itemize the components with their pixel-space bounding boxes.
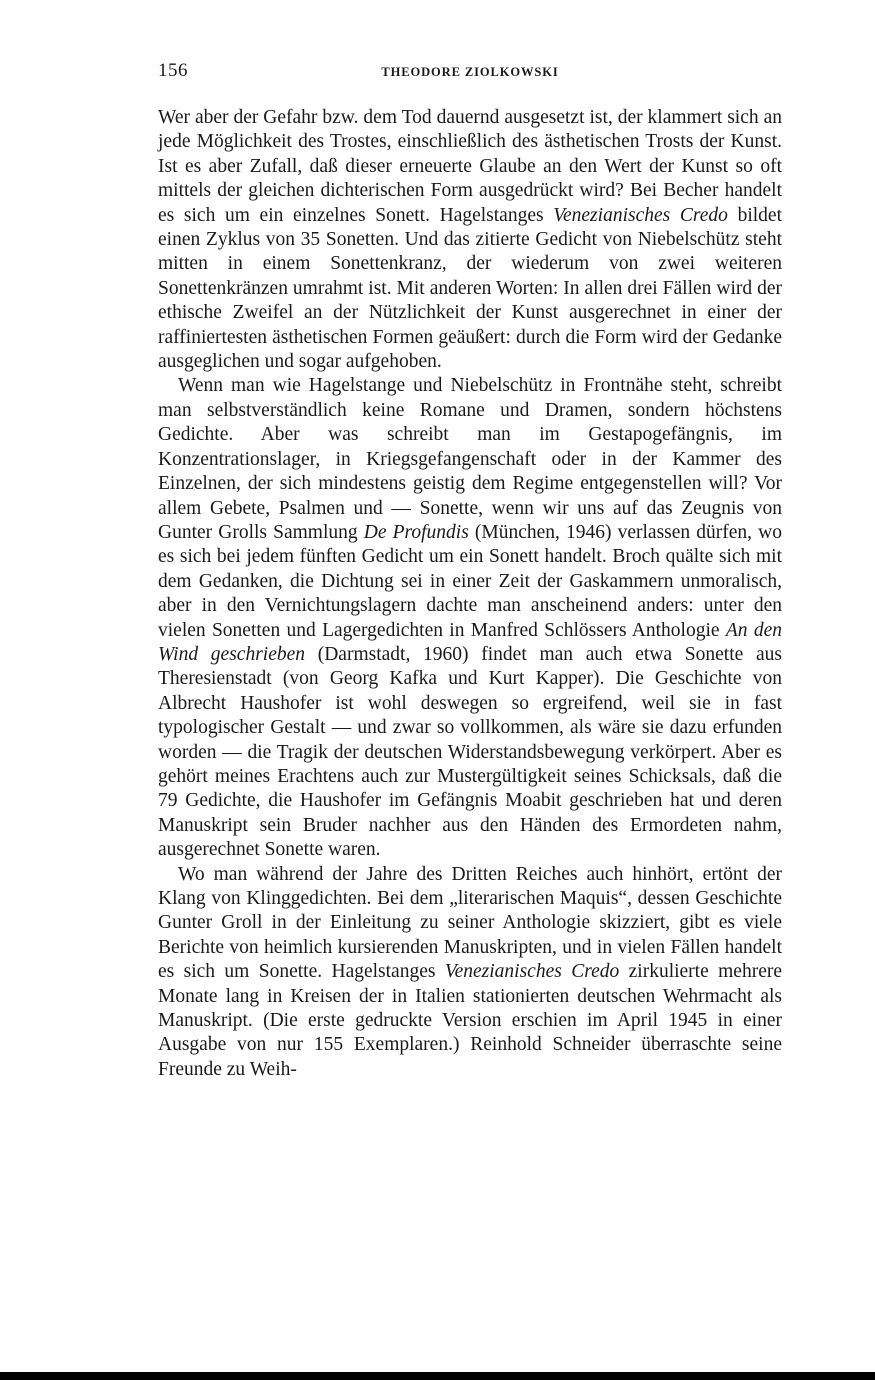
paragraph-2-run-3: (Darmstadt, 1960) findet man auch etwa Sonette aus Theresienstadt (von Georg Kafka und Kurt Kapper). Die Geschichte von Albrecht Haushofer ist wohl deswegen so ergreifend, weil sie in fast typologischer Gestalt — und zwar so vollkommen, als wäre sie dazu erfunden worden — die Tragik der deutschen Widerstandsbewegung verkörpert. Aber es gehört meines Erachtens auch zur Mustergültigkeit seines Schicksals, daß die 79 Gedichte, die Haushofer im Gefängnis Moabit geschrieben hat und deren Manuskript sein Bruder nachher aus den Händen des Ermordeten nahm, ausgerechnet Sonette waren. <box>158 643 782 861</box>
paragraph-2-run-1: Wenn man wie Hagelstange und Niebelschütz in Frontnähe steht, schreibt man selbstverständlich keine Romane und Dramen, sondern höchstens Gedichte. Aber was schreibt man im Gestapogefängnis, im Konzentrationslager, in Kriegsgefangenschaft oder in der Kammer des Einzelnen, der sich mindestens geistig dem Regime entgegenstellen will? Vor allem Gebete, Psalmen und — Sonette, wenn wir uns auf das Zeugnis von Gunter Grolls Sammlung <box>158 375 782 543</box>
paragraph-2 <box>158 374 782 862</box>
paragraph-1 <box>158 106 782 374</box>
paragraph-3-run-2: zirkulierte mehrere Monate lang in Kreisen der in Italien stationierten deutschen Wehrmacht als Manuskript. (Die erste gedruckte Version erschien im April 1945 in einer Ausgabe von nur 155 Exemplaren.) Reinhold Schneider überraschte seine Freunde zu Weih- <box>158 961 783 1080</box>
paragraph-3-run-1: Wo man während der Jahre des Dritten Reiches auch hinhört, ertönt der Klang von Klinggedichten. Bei dem „literarischen Maquis“, dessen Geschichte Gunter Groll in der Einleitung zu seiner Anthologie skizziert, gibt es viele Berichte von heimlich kursierenden Manuskripten, und in vielen Fällen handelt es sich um Sonette. Hagelstanges <box>158 863 782 983</box>
paragraph-2-title-de-profundis: De Profundis <box>363 521 469 543</box>
paragraph-1-run-1: Wer aber der Gefahr bzw. dem Tod dauernd ausgesetzt ist, der klammert sich an jede Möglichkeit des Trostes, einschließlich des ästhetischen Trosts der Kunst. Ist es aber Zufall, daß dieser erneuerte Glaube an den Wert der Kunst so oft mittels der gleichen dichterischen Form ausgedrückt wird? Bei Becher handelt es sich um ein einzelnes Sonett. Hagelstanges <box>158 107 782 226</box>
paragraph-2-title-an-den-wind: An den Wind geschrieben <box>158 619 782 665</box>
paragraph-3-title-venezianisches-credo: Venezianisches Credo <box>444 961 620 983</box>
running-header <box>158 60 782 90</box>
body-text <box>158 106 782 1082</box>
scan-bottom-border <box>0 1372 875 1380</box>
page-number: 156 <box>158 60 188 81</box>
running-head-author: THEODORE ZIOLKOWSKI <box>381 65 559 79</box>
paragraph-1-title-venezianisches-credo: Venezianisches Credo <box>553 204 728 226</box>
paragraph-2-run-2: (München, 1946) verlassen dürfen, wo es sich bei jedem fünften Gedicht um ein Sonett handelt. Broch quälte sich mit dem Gedanken, die Dichtung sei in einer Zeit der Gaskammern unmoralisch, aber in den Vernichtungslagern dachte man anscheinend anders: unter den vielen Sonetten und Lagergedichten in Manfred Schlössers Anthologie <box>158 521 782 641</box>
paragraph-1-run-2: bildet einen Zyklus von 35 Sonetten. Und das zitierte Gedicht von Niebelschütz steht mitten in einem Sonettenkranz, der wiederum von zwei weiteren Sonettenkränzen umrahmt ist. Mit anderen Worten: In allen drei Fällen wird der ethische Zweifel an der Nützlichkeit der Kunst ausgerechnet in einer der raffiniertesten ästhetischen Formen geäußert: durch die Form wird der Gedanke ausgeglichen und sogar aufgehoben. <box>158 204 782 373</box>
paragraph-3 <box>158 863 782 1083</box>
